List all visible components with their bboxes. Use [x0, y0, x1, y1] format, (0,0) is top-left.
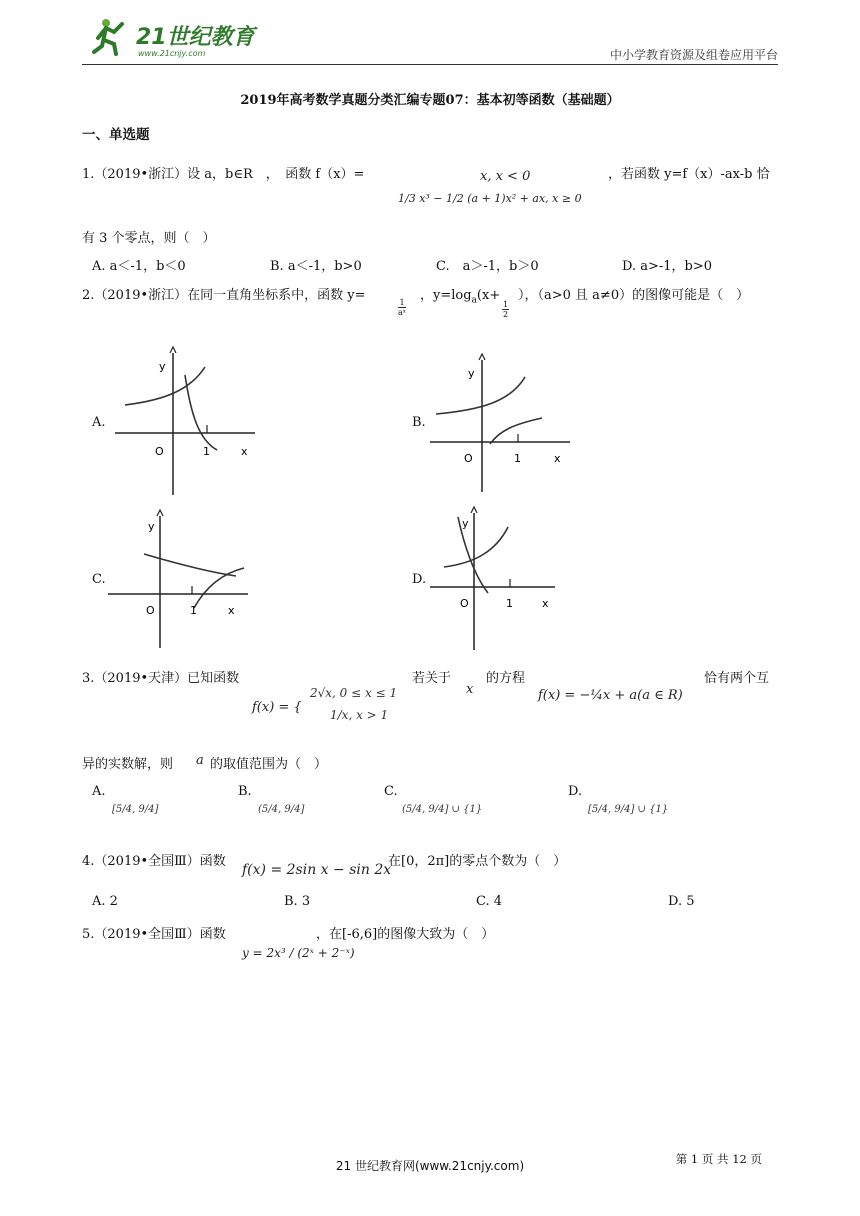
q4-function: f(x) = 2sin x − sin 2x — [242, 862, 392, 878]
q3-option-c-math: (5/4, 9/4] ∪ {1} — [402, 804, 483, 815]
origin-label: O — [464, 452, 473, 465]
page-title: 2019年高考数学真题分类汇编专题07：基本初等函数（基础题） — [240, 93, 620, 108]
tick-label: 1 — [190, 604, 197, 617]
q3-piece1: 2√x, 0 ≤ x ≤ 1 — [310, 686, 398, 700]
q2-graph-d — [430, 505, 560, 650]
q3-option-b-math: (5/4, 9/4] — [258, 804, 305, 815]
x-label: x — [554, 452, 561, 465]
tick-label: 1 — [514, 452, 521, 465]
site-logo — [92, 14, 262, 60]
q2-frac2-den: 2 — [503, 310, 509, 319]
logo-url: www.21cnjy.com — [138, 49, 206, 58]
q1-option-b[interactable]: B. a＜-1，b>0 — [270, 259, 362, 274]
q3-func-lhs: f(x) = { — [252, 700, 302, 715]
q2-frac2-num: 1 — [503, 300, 509, 309]
runner-logo-icon — [92, 14, 262, 60]
origin-label: O — [460, 597, 469, 610]
x-label: x — [228, 604, 235, 617]
section-heading: 一、单选题 — [82, 127, 150, 143]
header-platform-text: 中小学教育资源及组卷应用平台 — [609, 48, 778, 62]
footer-site: 21 世纪教育网(www.21cnjy.com) — [335, 1159, 525, 1173]
q2-stem-d: ），（a>0 且 a≠0）的图像可能是（ ） — [518, 288, 750, 303]
q3-option-c[interactable]: C. — [384, 784, 398, 799]
q4-option-a[interactable]: A. 2 — [92, 894, 118, 909]
q5-stem-a: 5.（2019•全国Ⅲ）函数 — [82, 927, 226, 942]
q3-stem-e: 异的实数解，则 — [82, 757, 174, 772]
tick-label: 1 — [203, 445, 210, 458]
q2-frac1-den: aˣ — [398, 308, 407, 317]
q2-graph-a — [115, 345, 260, 495]
q4-option-c[interactable]: C. 4 — [476, 894, 503, 909]
q3-option-b[interactable]: B. — [238, 784, 252, 799]
q2-log-base: a — [471, 295, 477, 306]
q2-stem-a: 2.（2019•浙江）在同一直角坐标系中，函数 y= — [82, 288, 366, 303]
curve-exp — [444, 527, 508, 567]
q1-option-d[interactable]: D. a>-1，b>0 — [622, 259, 713, 274]
q4-option-b[interactable]: B. 3 — [284, 894, 311, 909]
curve-exp — [144, 554, 236, 576]
q2-option-b[interactable]: B. — [412, 415, 426, 430]
y-label: y — [159, 360, 166, 373]
tick-label: 1 — [506, 597, 513, 610]
q2-fraction-1 — [398, 298, 406, 317]
q3-option-d[interactable]: D. — [568, 784, 583, 799]
q1-piece1: x, x < 0 — [480, 169, 531, 184]
q3-stem-f: 的取值范围为（ ） — [210, 757, 328, 772]
curve-log — [194, 568, 244, 608]
q1-stem-a: 1.（2019•浙江）设 a，b∈R ， 函数 f（x）= — [82, 167, 365, 182]
q3-stem-c: 的方程 — [486, 671, 526, 686]
q5-stem-b: ，在[-6,6]的图像大致为（ ） — [316, 927, 495, 942]
curve-exp — [436, 377, 525, 414]
q3-option-d-math: [5/4, 9/4] ∪ {1} — [588, 804, 669, 815]
q3-stem-d: 恰有两个互 — [704, 671, 770, 686]
q2-graph-c — [108, 508, 258, 648]
y-label: y — [148, 520, 155, 533]
y-label: y — [468, 367, 475, 380]
x-label: x — [241, 445, 248, 458]
q2-stem-b — [420, 284, 500, 306]
footer-page-number: 第 1 页 共 12 页 — [675, 1152, 762, 1166]
q2-option-a[interactable]: A. — [92, 415, 106, 430]
q4-option-d[interactable]: D. 5 — [668, 894, 695, 909]
q1-piece2: 1/3 x³ − 1/2 (a + 1)x² + ax, x ≥ 0 — [398, 192, 582, 205]
header-divider — [82, 64, 778, 65]
q2-log-arg: (x+ — [476, 288, 501, 303]
q1-stem-c: 有 3 个零点，则（ ） — [82, 231, 216, 246]
q2-fraction-2 — [502, 300, 509, 319]
origin-label: O — [146, 604, 155, 617]
q3-piece2: 1/x, x > 1 — [330, 708, 389, 722]
q1-option-a[interactable]: A. a＜-1，b＜0 — [92, 259, 186, 274]
q3-equation: f(x) = −¼x + a(a ∈ R) — [538, 688, 683, 703]
q3-option-a[interactable]: A. — [92, 784, 106, 799]
q3-stem-b: 若关于 — [412, 671, 452, 686]
y-label: y — [462, 517, 469, 530]
origin-label: O — [155, 445, 164, 458]
q3-option-a-math: [5/4, 9/4] — [112, 804, 159, 815]
q3-var-x: x — [466, 682, 474, 697]
q2-option-c[interactable]: C. — [92, 572, 106, 587]
q2-frac1-num: 1 — [399, 298, 405, 307]
q4-stem-a: 4.（2019•全国Ⅲ）函数 — [82, 854, 226, 869]
q1-stem-b: ，若函数 y=f（x）-ax-b 恰 — [608, 167, 770, 182]
q3-stem-a: 3.（2019•天津）已知函数 — [82, 671, 240, 686]
curve-log — [490, 418, 542, 444]
q4-stem-b: 在[0，2π]的零点个数为（ ） — [388, 854, 567, 869]
q3-var-a: a — [196, 753, 204, 768]
q2-option-d[interactable]: D. — [412, 572, 427, 587]
logo-text: 21世纪教育 — [136, 25, 255, 50]
q2-log-text: ，y=log — [420, 288, 472, 303]
curve-log — [185, 375, 217, 450]
x-label: x — [542, 597, 549, 610]
q2-graph-b — [430, 352, 575, 492]
q5-function: y = 2x³ / (2ˣ + 2⁻ˣ) — [242, 946, 355, 960]
q1-option-c[interactable]: C. a＞-1，b＞0 — [436, 259, 539, 274]
